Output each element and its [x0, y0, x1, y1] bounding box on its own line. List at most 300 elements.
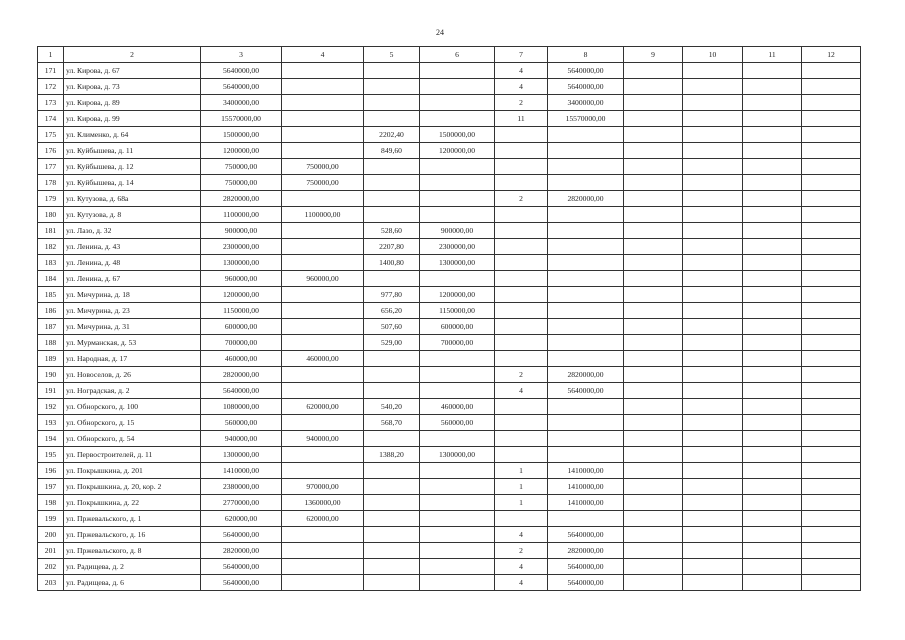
table-cell — [802, 415, 861, 431]
table-cell — [743, 575, 802, 591]
table-cell — [364, 367, 420, 383]
table-cell — [624, 447, 683, 463]
page-number: 24 — [436, 28, 444, 37]
table-cell: 1300000,00 — [420, 447, 495, 463]
table-cell — [548, 303, 624, 319]
table-cell — [364, 351, 420, 367]
table-cell: 182 — [38, 239, 64, 255]
table-cell: 529,00 — [364, 335, 420, 351]
table-cell: 960000,00 — [282, 271, 364, 287]
table-cell — [802, 527, 861, 543]
table-cell: 1150000,00 — [420, 303, 495, 319]
table-cell: 3400000,00 — [548, 95, 624, 111]
table-cell: 5640000,00 — [548, 63, 624, 79]
table-cell: 750000,00 — [201, 175, 282, 191]
table-cell — [802, 431, 861, 447]
table-cell — [364, 191, 420, 207]
table-row — [38, 223, 861, 239]
table-cell — [802, 63, 861, 79]
table-cell — [802, 287, 861, 303]
table-cell: 184 — [38, 271, 64, 287]
table-cell — [683, 143, 743, 159]
table-cell: ул. Пржевальского, д. 1 — [64, 511, 201, 527]
table-cell — [624, 575, 683, 591]
table-cell: ул. Покрышкина, д. 20, кор. 2 — [64, 479, 201, 495]
table-cell — [548, 399, 624, 415]
table-cell: 2300000,00 — [201, 239, 282, 255]
table-cell — [683, 319, 743, 335]
table-cell — [495, 287, 548, 303]
table-cell — [743, 79, 802, 95]
table-cell: 5640000,00 — [548, 79, 624, 95]
table-cell: ул. Пржевальского, д. 16 — [64, 527, 201, 543]
table-row — [38, 351, 861, 367]
table-row — [38, 207, 861, 223]
table-cell — [420, 159, 495, 175]
table-cell — [683, 383, 743, 399]
table-cell: ул. Кирова, д. 67 — [64, 63, 201, 79]
table-cell: 1 — [495, 495, 548, 511]
table-cell: 528,60 — [364, 223, 420, 239]
table-cell — [683, 351, 743, 367]
table-cell: 201 — [38, 543, 64, 559]
table-row — [38, 191, 861, 207]
table-cell: 197 — [38, 479, 64, 495]
column-header: 10 — [683, 47, 743, 63]
table-cell: 172 — [38, 79, 64, 95]
table-cell — [743, 559, 802, 575]
table-row — [38, 63, 861, 79]
table-cell — [683, 191, 743, 207]
table-cell: 191 — [38, 383, 64, 399]
table-cell: 1100000,00 — [282, 207, 364, 223]
table-cell — [802, 575, 861, 591]
table-cell — [282, 447, 364, 463]
table-cell: 1410000,00 — [548, 463, 624, 479]
table-cell: ул. Первостроителей, д. 11 — [64, 447, 201, 463]
table-cell: ул. Обнорского, д. 54 — [64, 431, 201, 447]
table-cell: 1410000,00 — [548, 479, 624, 495]
table-cell — [743, 431, 802, 447]
table-cell — [420, 495, 495, 511]
table-cell — [495, 319, 548, 335]
table-cell — [802, 479, 861, 495]
column-header: 6 — [420, 47, 495, 63]
table-cell — [743, 143, 802, 159]
table-cell: 5640000,00 — [548, 527, 624, 543]
table-cell — [683, 207, 743, 223]
table-cell — [743, 255, 802, 271]
table-cell — [548, 447, 624, 463]
table-cell — [624, 543, 683, 559]
table-cell: ул. Пржевальского, д. 8 — [64, 543, 201, 559]
table-cell — [420, 511, 495, 527]
table-cell — [624, 207, 683, 223]
table-cell: 1300000,00 — [201, 447, 282, 463]
column-header: 8 — [548, 47, 624, 63]
table-cell — [364, 79, 420, 95]
table-cell — [282, 79, 364, 95]
table-cell — [548, 511, 624, 527]
table-cell: 560000,00 — [201, 415, 282, 431]
table-cell: 193 — [38, 415, 64, 431]
table-cell: 568,70 — [364, 415, 420, 431]
column-header: 2 — [64, 47, 201, 63]
table-cell — [282, 255, 364, 271]
table-cell: ул. Новоселов, д. 26 — [64, 367, 201, 383]
table-cell — [282, 319, 364, 335]
table-cell: 3400000,00 — [201, 95, 282, 111]
table-row — [38, 479, 861, 495]
table-cell: 1400,80 — [364, 255, 420, 271]
table-cell — [683, 527, 743, 543]
table-cell — [495, 223, 548, 239]
table-cell — [495, 175, 548, 191]
table-cell — [364, 527, 420, 543]
table-cell — [743, 303, 802, 319]
table-cell — [743, 511, 802, 527]
table-cell: 4 — [495, 575, 548, 591]
table-cell: 171 — [38, 63, 64, 79]
table-cell — [743, 63, 802, 79]
table-cell: 1410000,00 — [548, 495, 624, 511]
table-row — [38, 95, 861, 111]
table-cell — [495, 127, 548, 143]
table-cell: 5640000,00 — [201, 527, 282, 543]
table-row — [38, 575, 861, 591]
table-cell — [420, 431, 495, 447]
table-cell: 2380000,00 — [201, 479, 282, 495]
table-cell: 1360000,00 — [282, 495, 364, 511]
table-cell — [282, 463, 364, 479]
table-cell — [495, 511, 548, 527]
table-cell: 2770000,00 — [201, 495, 282, 511]
table-cell — [420, 191, 495, 207]
column-header: 1 — [38, 47, 64, 63]
table-cell: 1200000,00 — [420, 287, 495, 303]
table-cell — [683, 63, 743, 79]
table-cell — [420, 575, 495, 591]
table-cell — [802, 239, 861, 255]
table-cell — [548, 431, 624, 447]
table-cell — [548, 415, 624, 431]
table-cell — [282, 239, 364, 255]
table-cell: ул. Ленина, д. 67 — [64, 271, 201, 287]
table-cell — [548, 351, 624, 367]
table-cell: 177 — [38, 159, 64, 175]
table-cell: 174 — [38, 111, 64, 127]
table-cell: 620000,00 — [282, 399, 364, 415]
table-row — [38, 239, 861, 255]
table-cell — [683, 159, 743, 175]
table-cell — [683, 511, 743, 527]
table-cell — [420, 543, 495, 559]
table-cell: 540,20 — [364, 399, 420, 415]
table-cell — [743, 463, 802, 479]
table-cell — [548, 127, 624, 143]
table-cell — [282, 95, 364, 111]
table-cell — [743, 319, 802, 335]
table-cell — [743, 383, 802, 399]
table-cell: 2300000,00 — [420, 239, 495, 255]
table-cell — [282, 367, 364, 383]
table-cell — [282, 191, 364, 207]
column-header: 3 — [201, 47, 282, 63]
table-cell: 2820000,00 — [548, 543, 624, 559]
table-cell: ул. Народная, д. 17 — [64, 351, 201, 367]
table-cell — [624, 319, 683, 335]
table-cell — [683, 463, 743, 479]
table-cell — [495, 415, 548, 431]
table-cell — [364, 431, 420, 447]
table-cell — [282, 335, 364, 351]
column-header: 5 — [364, 47, 420, 63]
table-cell — [743, 207, 802, 223]
table-cell: 195 — [38, 447, 64, 463]
table-cell — [364, 63, 420, 79]
table-row — [38, 431, 861, 447]
table-cell: 2820000,00 — [201, 543, 282, 559]
table-cell: ул. Кутузова, д. 8 — [64, 207, 201, 223]
table-row — [38, 303, 861, 319]
table-cell — [495, 159, 548, 175]
table-cell — [420, 383, 495, 399]
table-cell — [624, 415, 683, 431]
table-cell: ул. Кутузова, д. 68а — [64, 191, 201, 207]
table-cell — [548, 335, 624, 351]
table-cell: 190 — [38, 367, 64, 383]
table-cell — [802, 223, 861, 239]
table-cell — [364, 559, 420, 575]
table-cell — [420, 559, 495, 575]
table-cell — [743, 399, 802, 415]
table-cell: ул. Кирова, д. 73 — [64, 79, 201, 95]
table-cell — [743, 335, 802, 351]
table-cell — [802, 303, 861, 319]
table-cell: 192 — [38, 399, 64, 415]
table-cell — [420, 111, 495, 127]
table-cell: 1200000,00 — [201, 143, 282, 159]
table-cell: 198 — [38, 495, 64, 511]
table-row — [38, 111, 861, 127]
table-cell — [743, 351, 802, 367]
table-cell — [624, 239, 683, 255]
table-cell — [364, 575, 420, 591]
table-cell — [743, 159, 802, 175]
table-cell — [683, 335, 743, 351]
table-cell: 4 — [495, 559, 548, 575]
table-cell — [364, 271, 420, 287]
table-cell — [624, 95, 683, 111]
table-cell — [420, 479, 495, 495]
table-cell — [624, 495, 683, 511]
table-cell: 2207,80 — [364, 239, 420, 255]
table-cell: 200 — [38, 527, 64, 543]
table-cell: 1 — [495, 479, 548, 495]
table-cell — [364, 207, 420, 223]
table-cell — [420, 463, 495, 479]
table-cell: 199 — [38, 511, 64, 527]
table-cell: 2 — [495, 543, 548, 559]
table-cell — [802, 383, 861, 399]
table-cell — [802, 207, 861, 223]
table-cell — [548, 239, 624, 255]
table-cell: 5640000,00 — [201, 559, 282, 575]
table-cell — [624, 463, 683, 479]
table-cell — [743, 367, 802, 383]
table-cell: 15570000,00 — [201, 111, 282, 127]
table-cell: 1388,20 — [364, 447, 420, 463]
table-cell: 2 — [495, 191, 548, 207]
table-cell: 750000,00 — [201, 159, 282, 175]
header-row — [38, 47, 861, 63]
table-row — [38, 175, 861, 191]
table-cell — [364, 495, 420, 511]
table-cell — [624, 111, 683, 127]
table-cell — [802, 127, 861, 143]
table-cell — [495, 335, 548, 351]
table-cell: 1200000,00 — [201, 287, 282, 303]
table-cell: 176 — [38, 143, 64, 159]
table-cell — [495, 239, 548, 255]
table-cell — [802, 175, 861, 191]
table-cell: 460000,00 — [201, 351, 282, 367]
column-header: 9 — [624, 47, 683, 63]
table-cell — [802, 319, 861, 335]
table-cell — [624, 79, 683, 95]
table-cell — [624, 511, 683, 527]
table-cell: ул. Кирова, д. 89 — [64, 95, 201, 111]
table-row — [38, 383, 861, 399]
table-cell — [282, 143, 364, 159]
table-cell — [802, 399, 861, 415]
table-cell — [683, 271, 743, 287]
table-cell: 2202,40 — [364, 127, 420, 143]
table-cell: 4 — [495, 79, 548, 95]
table-cell: 179 — [38, 191, 64, 207]
table-cell: 900000,00 — [201, 223, 282, 239]
table-cell — [420, 79, 495, 95]
table-cell — [364, 543, 420, 559]
table-row — [38, 159, 861, 175]
table-cell — [802, 271, 861, 287]
table-cell — [743, 95, 802, 111]
table-cell: 600000,00 — [201, 319, 282, 335]
table-cell: 700000,00 — [420, 335, 495, 351]
table-cell — [683, 111, 743, 127]
table-row — [38, 127, 861, 143]
column-header: 7 — [495, 47, 548, 63]
table-cell: 185 — [38, 287, 64, 303]
table-cell — [624, 399, 683, 415]
table-cell — [802, 143, 861, 159]
table-cell: ул. Клименко, д. 64 — [64, 127, 201, 143]
table-cell — [802, 351, 861, 367]
table-cell — [282, 415, 364, 431]
table-cell: 203 — [38, 575, 64, 591]
table-cell: 202 — [38, 559, 64, 575]
table-row — [38, 271, 861, 287]
table-cell — [743, 111, 802, 127]
table-cell — [548, 271, 624, 287]
table-cell — [802, 463, 861, 479]
table-cell — [683, 415, 743, 431]
table-cell — [683, 367, 743, 383]
table-cell — [743, 543, 802, 559]
table-cell: 194 — [38, 431, 64, 447]
table-row — [38, 543, 861, 559]
table-cell — [624, 191, 683, 207]
column-header: 12 — [802, 47, 861, 63]
table-cell: 1410000,00 — [201, 463, 282, 479]
table-cell: 189 — [38, 351, 64, 367]
table-cell — [364, 479, 420, 495]
table-cell — [420, 175, 495, 191]
table-cell — [683, 127, 743, 143]
table-cell — [743, 447, 802, 463]
table-cell — [624, 303, 683, 319]
table-cell: ул. Мичурина, д. 18 — [64, 287, 201, 303]
table-cell — [364, 95, 420, 111]
data-table — [37, 46, 861, 591]
table-cell: 173 — [38, 95, 64, 111]
table-cell: 15570000,00 — [548, 111, 624, 127]
table-cell — [683, 287, 743, 303]
table-cell — [683, 399, 743, 415]
table-cell — [624, 223, 683, 239]
table-cell: 656,20 — [364, 303, 420, 319]
table-cell: 186 — [38, 303, 64, 319]
table-cell: 620000,00 — [201, 511, 282, 527]
table-row — [38, 415, 861, 431]
table-cell: 1500000,00 — [201, 127, 282, 143]
table-cell — [743, 191, 802, 207]
table-cell — [624, 175, 683, 191]
table-cell — [495, 255, 548, 271]
table-cell — [282, 575, 364, 591]
table-cell — [420, 95, 495, 111]
table-cell — [420, 351, 495, 367]
table-cell — [282, 63, 364, 79]
table-cell — [743, 223, 802, 239]
table-cell: ул. Радищева, д. 2 — [64, 559, 201, 575]
table-cell: ул. Обнорского, д. 100 — [64, 399, 201, 415]
table-cell — [683, 79, 743, 95]
table-cell: 180 — [38, 207, 64, 223]
table-cell — [802, 191, 861, 207]
table-cell: 188 — [38, 335, 64, 351]
table-cell — [364, 383, 420, 399]
table-cell — [364, 111, 420, 127]
table-cell — [743, 415, 802, 431]
table-cell — [548, 175, 624, 191]
table-cell — [364, 511, 420, 527]
table-row — [38, 143, 861, 159]
table-cell: 940000,00 — [282, 431, 364, 447]
table-cell — [683, 575, 743, 591]
table-cell: 600000,00 — [420, 319, 495, 335]
table-cell: ул. Ленина, д. 48 — [64, 255, 201, 271]
table-cell — [624, 287, 683, 303]
table-cell: 2820000,00 — [548, 367, 624, 383]
table-cell — [802, 543, 861, 559]
column-header: 11 — [743, 47, 802, 63]
table-cell: 620000,00 — [282, 511, 364, 527]
table-cell — [683, 495, 743, 511]
table-cell: 183 — [38, 255, 64, 271]
table-row — [38, 399, 861, 415]
table-cell — [548, 319, 624, 335]
